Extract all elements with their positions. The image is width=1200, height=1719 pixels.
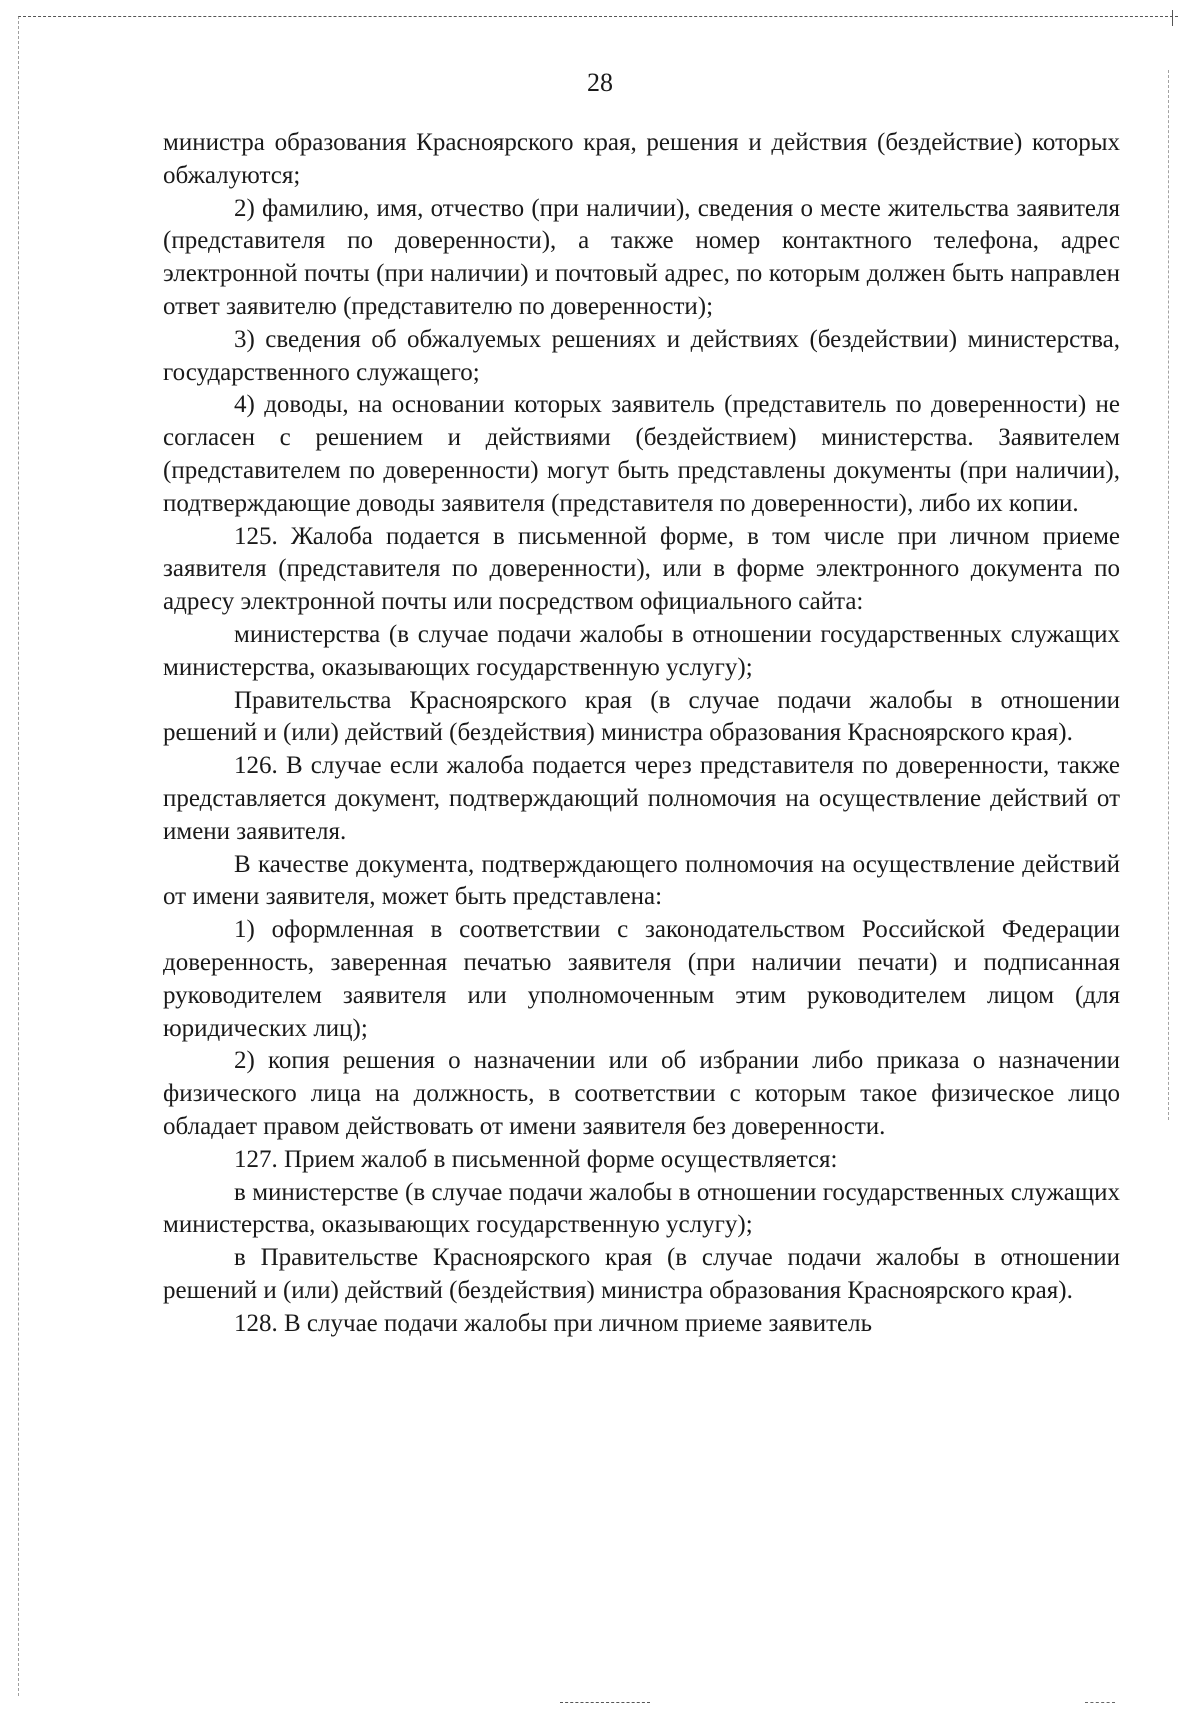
paragraph-continuation: министра образования Красноярского края, решения и действия (бездействие) которых обжалуются; — [163, 129, 1120, 189]
paragraph-doc-item-1: 1) оформленная в соответствии с законодательством Российской Федерации доверенность, заверенная печатью заявителя (при наличии печати) и подписанная руководителем заявителя или уполномоченным этим руководителем лицом (для юридических лиц); — [163, 916, 1120, 1042]
paragraph-128: 128. В случае подачи жалобы при личном приеме заявитель — [234, 1309, 873, 1337]
paragraph-government: Правительства Красноярского края (в случае подачи жалобы в отношении решений и (или) действий (бездействия) министра образования Красноярского края). — [163, 686, 1120, 747]
scan-border-bottom-right — [1085, 1702, 1115, 1703]
document-body — [163, 127, 1120, 1340]
paragraph-126: 126. В случае если жалоба подается через представителя по доверенности, также представляется документ, подтверждающий полномочия на осуществление действий от имени заявителя. — [163, 752, 1120, 845]
scan-border-right — [1168, 70, 1169, 1120]
paragraph-ministry: министерства (в случае подачи жалобы в отношении государственных служащих министерства, оказывающих государственную услугу); — [163, 620, 1120, 681]
scan-corner-mark — [1158, 10, 1173, 26]
paragraph-in-ministry: в министерстве (в случае подачи жалобы в отношении государственных служащих министерства, оказывающих государственную услугу); — [163, 1178, 1120, 1239]
scan-border-left — [18, 16, 19, 1696]
paragraph-in-government: в Правительстве Красноярского края (в случае подачи жалобы в отношении решений и (или) действий (бездействия) министра образования Красноярского края). — [163, 1244, 1120, 1304]
paragraph-item-4: 4) доводы, на основании которых заявитель (представитель по доверенности) не согласен с решением и действиями (бездействием) министерства. Заявителем (представителем по доверенности) могут быть представлены документы (при наличии), подтверждающие доводы заявителя (представителя по доверенности), либо их копии. — [163, 391, 1120, 517]
scan-border-top — [18, 16, 1178, 17]
paragraph-item-3: 3) сведения об обжалуемых решениях и действиях (бездействии) министерства, государственного служащего; — [163, 325, 1120, 386]
scan-border-bottom — [560, 1702, 650, 1703]
paragraph-document-type: В качестве документа, подтверждающего полномочия на осуществление действий от имени заявителя, может быть представлена: — [163, 850, 1120, 911]
paragraph-doc-item-2: 2) копия решения о назначении или об избрании либо приказа о назначении физического лица на должность, в соответствии с которым такое физическое лицо обладает правом действовать от имени заявителя без доверенности. — [163, 1047, 1120, 1140]
page-number: 28 — [587, 68, 613, 97]
paragraph-item-2: 2) фамилию, имя, отчество (при наличии), сведения о месте жительства заявителя (представителя по доверенности), а также номер контактного телефона, адрес электронной почты (при наличии) и почтовый адрес, по которым должен быть направлен ответ заявителю (представителю по доверенности); — [163, 194, 1120, 320]
paragraph-127: 127. Прием жалоб в письменной форме осуществляется: — [234, 1145, 838, 1173]
paragraph-125: 125. Жалоба подается в письменной форме, в том числе при личном приеме заявителя (представителя по доверенности), или в форме электронного документа по адресу электронной почты или посредством официального сайта: — [163, 522, 1120, 616]
